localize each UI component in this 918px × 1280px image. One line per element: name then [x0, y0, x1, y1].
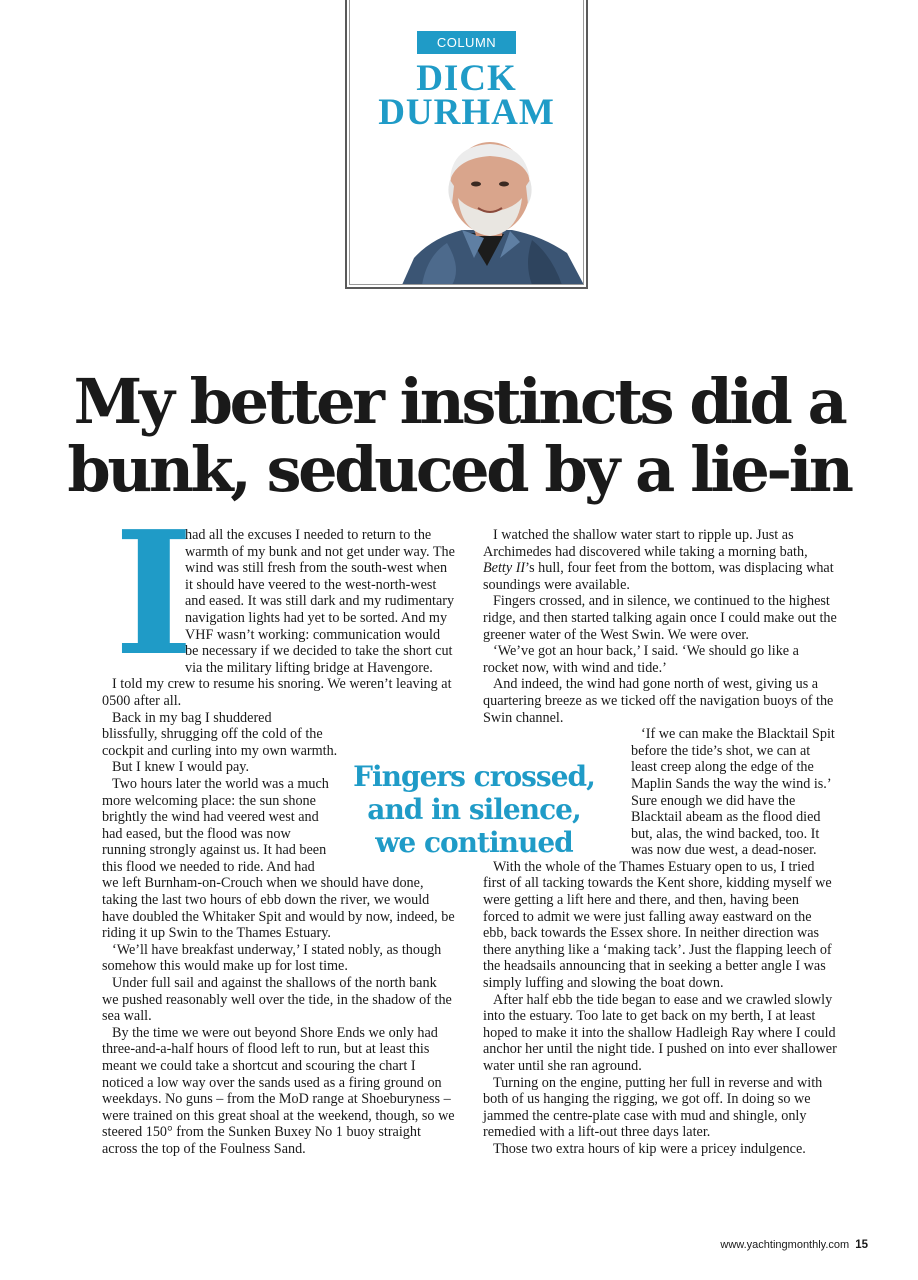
columnist-header	[345, 0, 588, 289]
author-portrait	[392, 138, 588, 285]
headline	[40, 365, 878, 506]
headline-line-2: bunk, seduced by a lie-in	[67, 433, 851, 506]
body-paragraph: Fingers crossed, and in silence, we continued to the highest ridge, and then started talking again once I could make out the greener water of the West Swin. We were over.	[483, 593, 837, 643]
body-paragraph: Those two extra hours of kip were a pricey indulgence.	[493, 1140, 806, 1157]
body-paragraph: ‘If we can make the Blacktail Spit before the tide’s shot, we can at least creep along the edge of the Maplin Sands the way the wind is.’ Sure enough we did have the Blacktail abeam as the flood died but, alas, the wind backed, too. It was now due west, a dead-noser.	[631, 726, 835, 859]
boat-name: Betty II	[483, 560, 526, 577]
body-paragraph: And indeed, the wind had gone north of west, giving us a quartering breeze as we ticked off the navigation buoys of the Swin channel.	[483, 676, 834, 726]
column-tag: COLUMN	[417, 31, 516, 54]
body-paragraph: After half ebb the tide began to ease and we crawled slowly into the estuary. Too late to get back on my berth, I at least hoped to make it into the shallow Hadleigh Ray where I could anchor her until the night tide. I pushed on into ever shallower water until she ran aground.	[483, 991, 837, 1074]
body-paragraph: had all the excuses I needed to return to the warmth of my bunk and not get under way. The wind was still fresh from the south-west when it should have veered to the west-north-west and eased. It was still dark and my rudimentary navigation lights had yet to be sorted. And my VHF wasn’t working: communication would be necessary if we decided to take the short cut via the military lifting bridge at Havengore.	[185, 527, 455, 676]
body-paragraph	[483, 527, 837, 593]
page-number: 15	[855, 1239, 868, 1251]
body-paragraph: I told my crew to resume his snoring. We weren’t leaving at 0500 after all.	[102, 676, 452, 709]
body-paragraph: Under full sail and against the shallows of the north bank we pushed reasonably well over the tide, in the shadow of the sea wall.	[102, 975, 452, 1025]
headline-line-1: My better instincts did a	[73, 365, 845, 438]
footer-url: www.yachtingmonthly.com	[720, 1239, 850, 1251]
author-first-name: DICK	[416, 58, 517, 99]
body-paragraph: ‘We’ll have breakfast underway,’ I stated nobly, as though somehow this would make up for lost time.	[102, 941, 442, 975]
body-text: I watched the shallow water start to ripple up. Just as Archimedes had discovered while taking a morning bath,	[483, 527, 808, 560]
body-paragraph: But I knew I would pay.	[112, 759, 249, 776]
body-paragraph: Two hours later the world was a much more welcoming place: the sun shone brightly the wind had veered west and had eased, but the flood was now running strongly against us. It had been this flood we needed to ride. And had we left Burnham-on-Crouch when we should have done, taking the last two hours of ebb down the river, we would have doubled the Whitaker Spit and would by now, indeed, be riding it up Swin to the Thames Estuary.	[102, 775, 455, 942]
body-paragraph: By the time we were out beyond Shore Ends we only had three-and-a-half hours of flood left to run, but at least this meant we could take a shortcut and scouring the chart I noticed a low way over the sands used as a firing ground on weekdays. No guns – from the MoD range at Shoeburyness – were trained on this great shoal at the weekend, though, so we steered 150° from the Sunken Buxey No 1 buoy straight across the top of the Foulness Sand.	[102, 1024, 455, 1157]
page-footer	[720, 1239, 868, 1251]
body-paragraph: With the whole of the Thames Estuary open to us, I tried first of all tacking towards the Kent shore, kidding myself we were getting a lift here and there, and then, having been forced to admit we were just falling away eastward on the ebb, back towards the Essex shore. In neither direction was there anything like a ‘making tack’. Just the flapping leech of the headsails announcing that in seeking a better angle I was simply luffing and slowing the boat down.	[483, 858, 832, 992]
pull-quote: Fingers crossed, and in silence, we continued	[353, 760, 595, 859]
author-last-name: DURHAM	[378, 92, 555, 133]
drop-cap: I	[114, 494, 194, 694]
body-paragraph: ‘We’ve got an hour back,’ I said. ‘We should go like a rocket now, with wind and tide.’	[483, 643, 799, 676]
body-paragraph: Turning on the engine, putting her full in reverse and with both of us hanging the rigging, we got off. In doing so we jammed the centre-plate case with mud and shingle, only remedied with a lift-out three days later.	[483, 1074, 823, 1141]
author-name	[347, 58, 586, 133]
body-text: ’s hull, four feet from the bottom, was displacing what soundings were available.	[483, 560, 834, 593]
body-paragraph: Back in my bag I shuddered blissfully, shrugging off the cold of the cockpit and curling into my own warmth.	[102, 709, 338, 759]
